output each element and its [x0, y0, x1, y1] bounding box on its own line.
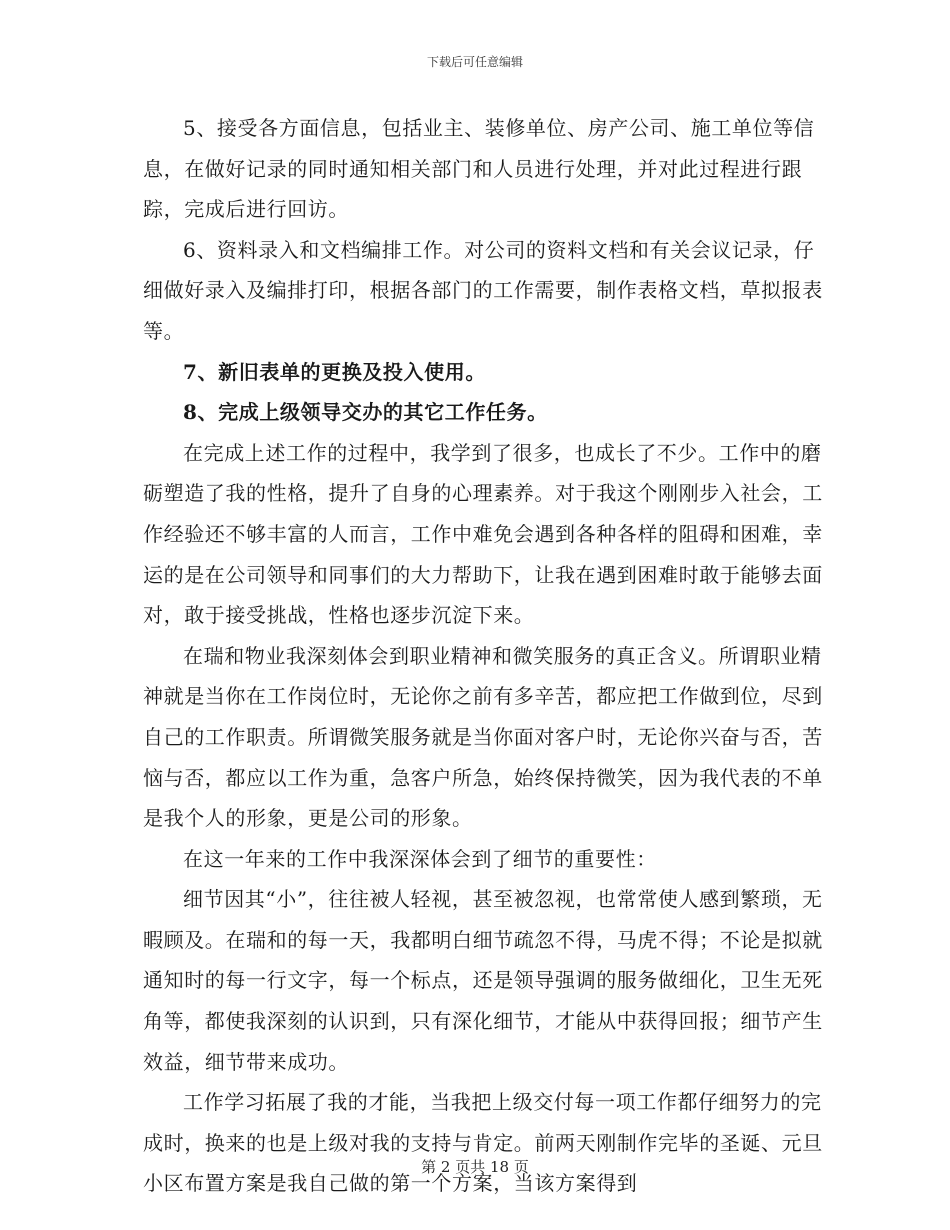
page-footer: 第 2 页共 18 页	[421, 1158, 529, 1176]
paragraph: 在瑞和物业我深刻体会到职业精神和微笑服务的真正含义。所谓职业精神就是当你在工作岗位时，无论你之前有多辛苦，都应把工作做到位，尽到自己的工作职责。所谓微笑服务就是当你面对客户时，无论你兴奋与否，苦恼与否，都应以工作为重，急客户所急，始终保持微笑，因为我代表的不单是我个人的形象，更是公司的形象。	[143, 643, 823, 831]
paragraph: 工作学习拓展了我的才能，当我把上级交付每一项工作都仔细努力的完成时，换来的也是上级对我的支持与肯定。前两天刚制作完毕的圣诞、元旦小区布置方案是我自己做的第一个方案，当该方案得到	[143, 1090, 823, 1196]
paragraph: 6、资料录入和文档编排工作。对公司的资料文档和有关会议记录，仔细做好录入及编排打印，根据各部门的工作需要，制作表格文档，草拟报表等。	[143, 237, 823, 343]
paragraph: 5、接受各方面信息，包括业主、装修单位、房产公司、施工单位等信息，在做好记录的同时通知相关部门和人员进行处理，并对此过程进行跟踪，完成后进行回访。	[143, 116, 815, 222]
paragraph: 细节因其“小”，往往被人轻视，甚至被忽视，也常常使人感到繁琐，无暇顾及。在瑞和的每一天，我都明白细节疏忽不得，马虎不得；不论是拟就通知时的每一行文字，每一个标点，还是领导强调的服务做细化，卫生无死角等，都使我深刻的认识到，只有深化细节，才能从中获得回报；细节产生效益，细节带来成功。	[143, 887, 823, 1074]
page-header: 下载后可任意编辑	[426, 55, 523, 69]
document-body	[143, 108, 823, 1204]
paragraph: 在这一年来的工作中我深深体会到了细节的重要性：	[183, 846, 657, 871]
paragraph: 7、新旧表单的更换及投入使用。	[183, 359, 486, 384]
paragraph: 在完成上述工作的过程中，我学到了很多，也成长了不少。工作中的磨砺塑造了我的性格，提升了自身的心理素养。对于我这个刚刚步入社会，工作经验还不够丰富的人而言，工作中难免会遇到各种各样的阻碍和困难，幸运的是在公司领导和同事们的大力帮助下，让我在遇到困难时敢于能够去面对，敢于接受挑战，性格也逐步沉淀下来。	[143, 440, 823, 628]
paragraph: 8、完成上级领导交办的其它工作任务。	[183, 400, 548, 425]
